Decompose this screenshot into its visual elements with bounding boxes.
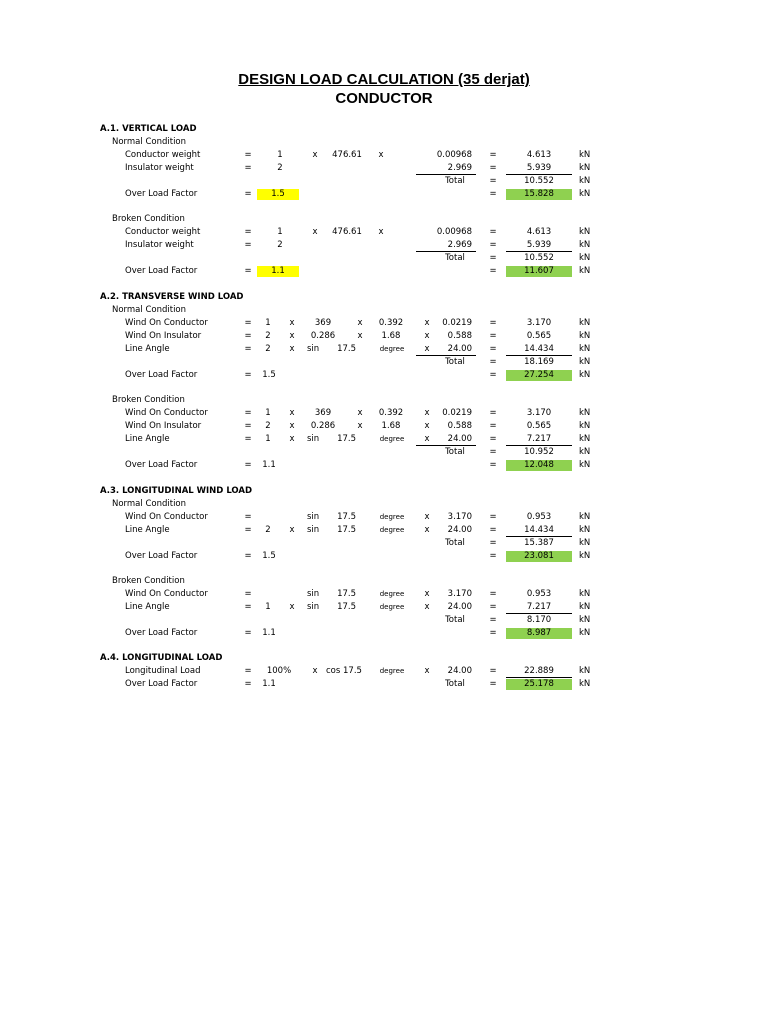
page-title-text: DESIGN LOAD CALCULATION (35 derjat) (238, 71, 530, 88)
condition-heading: Normal Condition (112, 137, 187, 147)
equals-sign: = (489, 602, 497, 612)
equals-sign: = (244, 318, 252, 328)
sum-line (506, 613, 572, 614)
result-value: 10.952 (524, 447, 554, 457)
equals-sign: = (489, 318, 497, 328)
unit-kn: kN (579, 357, 591, 367)
equals-sign: = (489, 408, 497, 418)
sum-line (506, 445, 572, 446)
result-value: 5.939 (526, 163, 552, 173)
factor-value: 0.00968 (436, 150, 472, 160)
design-load-result: 12.048 (506, 460, 572, 471)
equals-sign: = (244, 434, 252, 444)
result-value: 0.565 (526, 421, 552, 431)
equals-sign: = (244, 163, 252, 173)
factor-value: 24.00 (447, 344, 472, 354)
result-value: 14.434 (524, 344, 554, 354)
factor-value: 17.5 (337, 512, 356, 522)
unit-kn: kN (579, 538, 591, 548)
unit-kn: kN (579, 150, 591, 160)
factor-value: 1.68 (381, 421, 401, 431)
equals-sign: = (489, 150, 497, 160)
over-load-factor-label: Over Load Factor (125, 266, 198, 276)
result-value: 3.170 (526, 408, 552, 418)
operator-x: x (312, 150, 318, 160)
factor-value: 0.00968 (436, 227, 472, 237)
load-factor-value: 1.1 (262, 628, 276, 638)
sum-line (506, 174, 572, 175)
unit-kn: kN (579, 551, 591, 561)
row-label: Line Angle (125, 434, 170, 444)
factor-value: 0.392 (378, 408, 404, 418)
equals-sign: = (244, 240, 252, 250)
unit-kn: kN (579, 163, 591, 173)
factor-value: 369 (314, 318, 332, 328)
sin-term: sin (307, 434, 320, 444)
sum-line (416, 174, 476, 175)
factor-value: 24.00 (447, 602, 472, 612)
operator-x: x (424, 434, 430, 444)
operator-x: x (289, 344, 295, 354)
equals-sign: = (489, 525, 497, 535)
equals-sign: = (489, 344, 497, 354)
equals-sign: = (489, 512, 497, 522)
unit-kn: kN (579, 666, 591, 676)
unit-kn: kN (579, 176, 591, 186)
row-label: Longitudinal Load (125, 666, 201, 676)
unit-kn: kN (579, 434, 591, 444)
over-load-factor-label: Over Load Factor (125, 551, 198, 561)
unit-kn: kN (579, 421, 591, 431)
sum-line (416, 355, 476, 356)
result-value: 8.170 (526, 615, 552, 625)
load-factor-value: 1.1 (262, 460, 276, 470)
page-title (0, 71, 768, 88)
equals-sign: = (489, 189, 497, 199)
multiplier-value: 1 (265, 434, 271, 444)
design-load-result: 11.607 (506, 266, 572, 277)
load-factor-value: 1.1 (262, 679, 276, 689)
result-value: 4.613 (526, 227, 552, 237)
equals-sign: = (489, 370, 497, 380)
row-label: Line Angle (125, 525, 170, 535)
total-label: Total (445, 447, 465, 457)
equals-sign: = (244, 525, 252, 535)
section-heading: A.3. LONGITUDINAL WIND LOAD (100, 486, 253, 496)
unit-degree: degree (379, 590, 405, 598)
design-load-result: 27.254 (506, 370, 572, 381)
unit-degree: degree (379, 345, 405, 353)
operator-x: x (424, 666, 430, 676)
result-value: 22.889 (524, 666, 554, 676)
operator-x: x (289, 331, 295, 341)
row-label: Line Angle (125, 344, 170, 354)
section-heading: A.1. VERTICAL LOAD (100, 124, 197, 134)
row-label: Wind On Insulator (125, 331, 202, 341)
unit-kn: kN (579, 370, 591, 380)
unit-kn: kN (579, 602, 591, 612)
equals-sign: = (244, 679, 252, 689)
factor-value: 476.61 (332, 227, 362, 237)
equals-sign: = (244, 589, 252, 599)
result-value: 0.953 (526, 512, 552, 522)
over-load-factor-label: Over Load Factor (125, 628, 198, 638)
factor-value: 24.00 (447, 525, 472, 535)
design-load-result: 8.987 (506, 628, 572, 639)
multiplier-value: 2 (265, 344, 271, 354)
operator-x: x (312, 227, 318, 237)
unit-kn: kN (579, 525, 591, 535)
equals-sign: = (489, 666, 497, 676)
operator-x: x (289, 525, 295, 535)
result-value: 4.613 (526, 150, 552, 160)
factor-value: 0.588 (447, 421, 472, 431)
multiplier-value: 2 (265, 525, 271, 535)
result-value: 3.170 (526, 318, 552, 328)
factor-value: 2.969 (447, 240, 472, 250)
sin-term: sin (307, 589, 320, 599)
row-label: Wind On Conductor (125, 589, 208, 599)
operator-x: x (424, 421, 430, 431)
factor-value: 17.5 (337, 602, 356, 612)
sin-term: sin (307, 525, 320, 535)
unit-kn: kN (579, 331, 591, 341)
multiplier-value: 1 (277, 150, 283, 160)
unit-kn: kN (579, 447, 591, 457)
operator-x: x (289, 434, 295, 444)
unit-kn: kN (579, 253, 591, 263)
equals-sign: = (489, 163, 497, 173)
row-label: Wind On Conductor (125, 408, 208, 418)
equals-sign: = (244, 421, 252, 431)
unit-degree: degree (379, 667, 405, 675)
sum-line (416, 251, 476, 252)
result-value: 10.552 (524, 253, 554, 263)
equals-sign: = (244, 460, 252, 470)
unit-kn: kN (579, 344, 591, 354)
over-load-factor-label: Over Load Factor (125, 370, 198, 380)
unit-kn: kN (579, 628, 591, 638)
condition-heading: Normal Condition (112, 499, 187, 509)
equals-sign: = (489, 240, 497, 250)
factor-value: 17.5 (337, 589, 356, 599)
result-value: 7.217 (526, 434, 552, 444)
operator-x: x (289, 602, 295, 612)
equals-sign: = (244, 551, 252, 561)
operator-x: x (424, 318, 430, 328)
operator-x: x (357, 421, 363, 431)
factor-value: 3.170 (447, 589, 472, 599)
factor-value: 0.286 (310, 421, 336, 431)
multiplier-value: 1 (277, 227, 283, 237)
condition-heading: Normal Condition (112, 305, 187, 315)
row-label: Line Angle (125, 602, 170, 612)
factor-value: 17.5 (337, 344, 356, 354)
sum-line (506, 355, 572, 356)
result-value: 15.387 (524, 538, 554, 548)
factor-value: 17.5 (337, 434, 356, 444)
total-label: Total (445, 615, 465, 625)
equals-sign: = (244, 628, 252, 638)
equals-sign: = (489, 357, 497, 367)
operator-x: x (357, 331, 363, 341)
factor-value: 0.392 (378, 318, 404, 328)
result-value: 10.552 (524, 176, 554, 186)
operator-x: x (424, 589, 430, 599)
section-heading: A.2. TRANSVERSE WIND LOAD (100, 292, 244, 302)
equals-sign: = (489, 460, 497, 470)
sin-term: sin (307, 512, 320, 522)
result-value: 14.434 (524, 525, 554, 535)
operator-x: x (289, 318, 295, 328)
equals-sign: = (244, 666, 252, 676)
equals-sign: = (489, 551, 497, 561)
unit-kn: kN (579, 189, 591, 199)
operator-x: x (424, 602, 430, 612)
factor-value: 1.68 (381, 331, 401, 341)
row-label: Wind On Conductor (125, 318, 208, 328)
result-value: 5.939 (526, 240, 552, 250)
factor-value: 0.0219 (442, 408, 472, 418)
factor-value: 0.286 (310, 331, 336, 341)
equals-sign: = (244, 602, 252, 612)
unit-degree: degree (379, 435, 405, 443)
operator-x: x (424, 512, 430, 522)
result-value: 0.565 (526, 331, 552, 341)
equals-sign: = (489, 447, 497, 457)
unit-degree: degree (379, 603, 405, 611)
condition-heading: Broken Condition (112, 214, 185, 224)
operator-x: x (289, 421, 295, 431)
result-value: 7.217 (526, 602, 552, 612)
operator-x: x (312, 666, 318, 676)
equals-sign: = (489, 434, 497, 444)
operator-x: x (424, 408, 430, 418)
sum-line (506, 536, 572, 537)
operator-x: x (357, 318, 363, 328)
equals-sign: = (489, 253, 497, 263)
load-factor-value: 1.5 (262, 551, 276, 561)
over-load-factor-label: Over Load Factor (125, 189, 198, 199)
row-label: Wind On Conductor (125, 512, 208, 522)
unit-kn: kN (579, 512, 591, 522)
total-label: Total (445, 538, 465, 548)
factor-value: 24.00 (447, 434, 472, 444)
total-label: Total (445, 357, 465, 367)
factor-value: 2.969 (447, 163, 472, 173)
unit-kn: kN (579, 318, 591, 328)
factor-value: 24.00 (447, 666, 472, 676)
unit-kn: kN (579, 589, 591, 599)
equals-sign: = (489, 266, 497, 276)
row-label: Conductor weight (125, 227, 201, 237)
unit-kn: kN (579, 460, 591, 470)
cos-term: cos 17.5 (326, 666, 362, 676)
design-load-result: 25.178 (506, 679, 572, 690)
operator-x: x (378, 150, 384, 160)
multiplier-value: 2 (265, 331, 271, 341)
sin-term: sin (307, 602, 320, 612)
load-factor-value: 1.5 (262, 370, 276, 380)
multiplier-value: 2 (277, 240, 283, 250)
unit-kn: kN (579, 266, 591, 276)
over-load-factor-label: Over Load Factor (125, 460, 198, 470)
result-value: 0.953 (526, 589, 552, 599)
load-factor-highlight: 1.5 (257, 189, 299, 200)
equals-sign: = (489, 331, 497, 341)
sin-term: sin (307, 344, 320, 354)
equals-sign: = (489, 679, 497, 689)
sum-line (416, 445, 476, 446)
condition-heading: Broken Condition (112, 576, 185, 586)
section-heading: A.4. LONGITUDINAL LOAD (100, 653, 223, 663)
operator-x: x (424, 344, 430, 354)
row-label: Conductor weight (125, 150, 201, 160)
equals-sign: = (489, 538, 497, 548)
equals-sign: = (244, 344, 252, 354)
equals-sign: = (489, 628, 497, 638)
operator-x: x (357, 408, 363, 418)
multiplier-value: 2 (277, 163, 283, 173)
multiplier-value: 1 (265, 602, 271, 612)
unit-kn: kN (579, 240, 591, 250)
equals-sign: = (244, 150, 252, 160)
factor-value: 17.5 (337, 525, 356, 535)
equals-sign: = (244, 331, 252, 341)
sum-line (506, 251, 572, 252)
factor-value: 0.588 (447, 331, 472, 341)
operator-x: x (424, 525, 430, 535)
operator-x: x (424, 331, 430, 341)
design-load-result: 15.828 (506, 189, 572, 200)
design-load-result: 23.081 (506, 551, 572, 562)
row-label: Insulator weight (125, 163, 194, 173)
result-value: 18.169 (524, 357, 554, 367)
unit-kn: kN (579, 408, 591, 418)
over-load-factor-label: Over Load Factor (125, 679, 198, 689)
equals-sign: = (489, 421, 497, 431)
page-subtitle: CONDUCTOR (335, 90, 433, 107)
unit-kn: kN (579, 679, 591, 689)
equals-sign: = (489, 227, 497, 237)
equals-sign: = (244, 266, 252, 276)
multiplier-value: 2 (265, 421, 271, 431)
equals-sign: = (244, 370, 252, 380)
equals-sign: = (489, 176, 497, 186)
load-factor-highlight: 1.1 (257, 266, 299, 277)
factor-value: 3.170 (447, 512, 472, 522)
equals-sign: = (489, 615, 497, 625)
equals-sign: = (244, 189, 252, 199)
unit-kn: kN (579, 227, 591, 237)
total-label: Total (445, 679, 465, 689)
row-label: Wind On Insulator (125, 421, 202, 431)
total-label: Total (445, 176, 465, 186)
row-label: Insulator weight (125, 240, 194, 250)
equals-sign: = (244, 227, 252, 237)
factor-value: 0.0219 (442, 318, 472, 328)
factor-value: 369 (314, 408, 332, 418)
unit-degree: degree (379, 526, 405, 534)
percent-value: 100% (266, 666, 292, 676)
multiplier-value: 1 (265, 318, 271, 328)
unit-degree: degree (379, 513, 405, 521)
factor-value: 476.61 (332, 150, 362, 160)
multiplier-value: 1 (265, 408, 271, 418)
equals-sign: = (489, 589, 497, 599)
unit-kn: kN (579, 615, 591, 625)
operator-x: x (289, 408, 295, 418)
operator-x: x (378, 227, 384, 237)
equals-sign: = (244, 408, 252, 418)
total-label: Total (445, 253, 465, 263)
equals-sign: = (244, 512, 252, 522)
sum-line (506, 677, 572, 678)
condition-heading: Broken Condition (112, 395, 185, 405)
